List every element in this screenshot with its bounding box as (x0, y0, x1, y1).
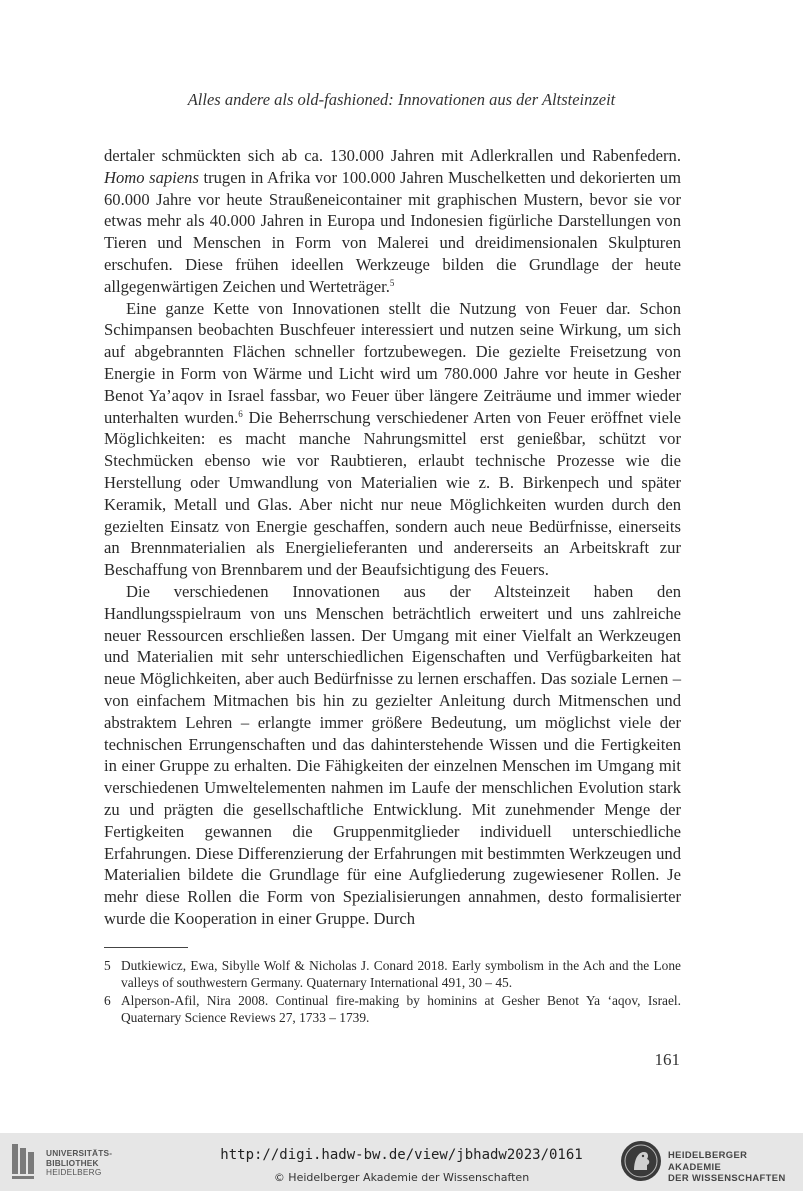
permalink-url[interactable]: http://digi.hadw-bw.de/view/jbhadw2023/0161 (220, 1147, 583, 1163)
body-text (104, 145, 681, 930)
footnote-5 (104, 957, 681, 991)
paragraph-1 (104, 145, 681, 298)
footnote-text: Dutkiewicz, Ewa, Sibylle Wolf & Nicholas J. Conard 2018. Early symbolism in the Ach and the Lone valleys of southwestern Germany. Quaternary International 491, 30 – 45. (121, 958, 681, 990)
footnote-text: Alperson-Afil, Nira 2008. Continual fire-making by hominins at Gesher Benot Ya ‘aqov, Israel. Quaternary Science Reviews 27, 1733 – 1739. (121, 993, 681, 1025)
paragraph-2-start: Eine ganze Kette von Innovationen stellt die Nutzung von Feuer dar. Schon Schimpansen beobachten Buschfeuer interessiert und nutzen seine Wirkung, um sich auf abgebrannten Flächen schneller fortzubewegen. Die gezielte Freisetzung von Energie in Form von Wärme und Licht wird um 780.000 Jahre vor heute in Gesher Benot Ya’aqov in Israel fassbar, wo Feuer über längere Zeiträume und immer wieder unterhalten wurden. (104, 298, 681, 427)
academy-name (668, 1149, 803, 1184)
ub-line-1: UNIVERSITÄTS- (46, 1148, 113, 1158)
footer-bar (0, 1133, 803, 1191)
footnote-number: 5 (104, 958, 111, 973)
paragraph-3: Die verschiedenen Innovationen aus der Altsteinzeit haben den Handlungsspielraum von uns Menschen beträchtlich erweitert und uns zahlreiche neuer Ressourcen erschließen lassen. Der Umgang mit einer Vielfalt an Werkzeugen und Materialien mit sehr unterschiedlichen Eigenschaften und Verfügbarkeiten hat neue Möglichkeiten, aber auch Bedürfnisse zu lernen erschaffen. Das soziale Lernen – von einfachem Mitmachen bis hin zu gezielter Anleitung durch Mitmenschen und abstraktem Lehren – erlangte immer größere Bedeutung, um möglichst viele der technischen Errungenschaften und das dahinterstehende Wissen und die Fertigkeiten in einer Gruppe zu erhalten. Die Fähigkeiten der einzelnen Menschen im Umgang mit verschiedenen Umweltelementen nahmen im Laufe der menschlichen Evolution stark zu und prägten die gesellschaftliche Entwicklung. Mit zunehmender Menge der Fertigkeiten gewannen die Gruppenmitglieder individuell unterschiedliche Erfahrungen. Diese Differenzierung der Erfahrungen mit bestimmten Werkzeugen und Materialien bildete die Grundlage für eine Aufgliederung zugewiesener Rollen. Je mehr diese Rollen die Form von Spezialisierungen annahmen, desto formalisierter wurde die Kooperation in einer Gruppe. Durch (104, 581, 681, 928)
footnote-number: 6 (104, 993, 111, 1008)
paragraph-2-rest: Die Beherrschung verschiedener Arten von Feuer eröffnet viele Möglichkeiten: es macht manche Nahrungsmittel erst genießbar, schützt vor Stechmücken ebenso wie vor Raubtieren, erlaubt technische Prozesse wie die Herstellung oder Umwandlung von Materialien wie z. B. Birkenpech und später Keramik, Metall und Glas. Aber nicht nur neue Möglichkeiten wurden durch den gezielten Einsatz von Energie geschaffen, sondern auch neue Bedürfnisse, einerseits an Brennmaterialien als Energielieferanten und andererseits an Arbeitskraft zur Beschaffung von Brennbarem und der Beaufsichtigung des Feuers. (104, 407, 681, 580)
footnote-ref-5[interactable]: 5 (389, 277, 395, 288)
footnote-ref-6[interactable]: 6 (238, 408, 243, 419)
academy-line-1: HEIDELBERGER AKADEMIE (668, 1149, 748, 1172)
ub-line-2: BIBLIOTHEK (46, 1157, 99, 1168)
paragraph-2 (104, 298, 681, 581)
ub-line-3: HEIDELBERG (46, 1167, 102, 1177)
academy-seal-icon (620, 1140, 662, 1182)
page-number: 161 (654, 1050, 680, 1069)
running-header: Alles andere als old-fashioned: Innovationen aus der Altsteinzeit (187, 90, 616, 109)
academy-line-2: DER WISSENSCHAFTEN (668, 1172, 786, 1183)
paragraph-1-rest: trugen in Afrika vor 100.000 Jahren Muschelketten und dekorierten um 60.000 Jahre vor heute Straußeneicontainer mit graphischen Mustern, bevor sie vor etwas mehr als 40.000 Jahren in Europa und Indonesien figürliche Darstellungen von Tieren und Menschen in Form von Malerei und dreidimensionalen Skulpturen erschufen. Diese frühen ideellen Werkzeuge bilden die Grundlage der heute allgegenwärtigen Zeichen und Werteträger. (104, 167, 681, 296)
paragraph-1-start: dertaler schmückten sich ab ca. 130.000 Jahren mit Adlerkrallen und Rabenfedern. (104, 146, 681, 165)
italic-species-name: Homo sapiens (104, 167, 199, 187)
copyright-notice: © Heidelberger Akademie der Wissenschaften (273, 1171, 530, 1184)
footnote-6 (104, 992, 681, 1026)
footnotes (104, 957, 681, 1027)
footnote-divider (104, 947, 188, 948)
